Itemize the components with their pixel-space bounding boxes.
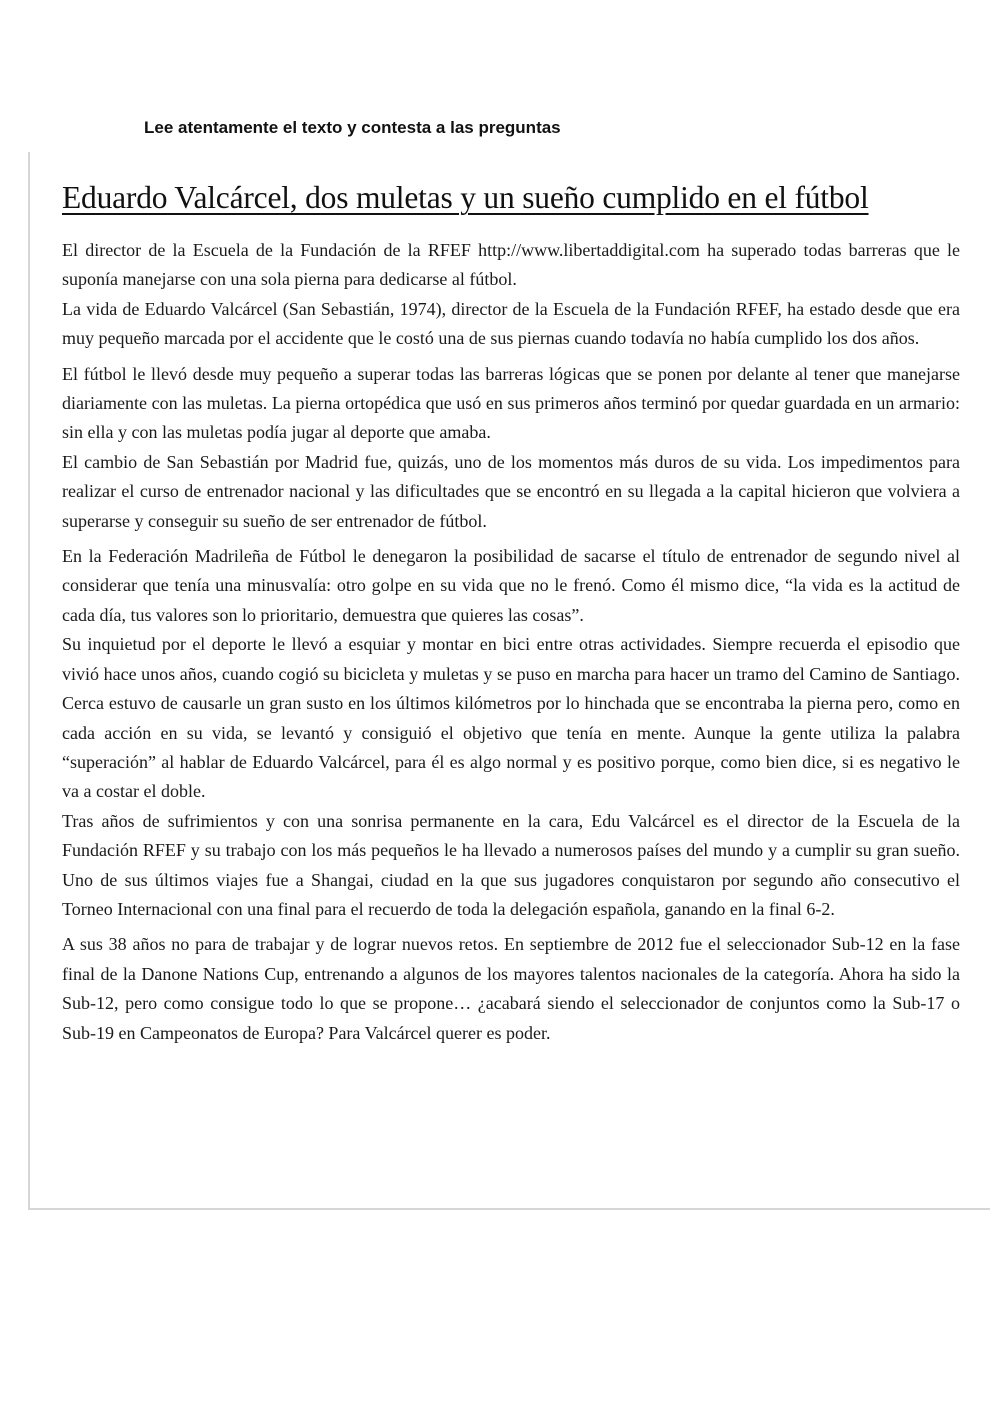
- article-paragraph: La vida de Eduardo Valcárcel (San Sebastián, 1974), director de la Escuela de la Fundación RFEF, ha estado desde que era muy pequeño marcada por el accidente que le costó una de sus piernas cuando todavía no había cumplido los dos años.: [62, 298, 960, 349]
- instruction-text: Lee atentamente el texto y contesta a las preguntas: [144, 118, 561, 137]
- article-headline: Eduardo Valcárcel, dos muletas y un sueño cumplido en el fútbol: [62, 180, 869, 215]
- article-paragraph: Su inquietud por el deporte le llevó a esquiar y montar en bici entre otras actividades. Siempre recuerda el episodio que vivió hace unos años, cuando cogió su bicicleta y muletas y se puso en marcha para hacer un tramo del Camino de Santiago. Cerca estuvo de causarle un gran susto en los últimos kilómetros por lo hinchada que se encontraba la pierna pero, como en cada acción en su vida, se levantó y consiguió el objetivo que tenía en mente. Aunque la gente utiliza la palabra “superación” al hablar de Eduardo Valcárcel, para él es algo normal y es positivo porque, como bien dice, si es negativo le va a costar el doble.: [62, 634, 960, 802]
- article-body: [62, 236, 960, 1048]
- article-paragraph: El cambio de San Sebastián por Madrid fue, quizás, uno de los momentos más duros de su vida. Los impedimentos para realizar el curso de entrenador nacional y las dificultades que se encontró en su llegada a la capital hicieron que volviera a superarse y conseguir su sueño de ser entrenador de fútbol.: [62, 451, 960, 531]
- article-paragraph: Tras años de sufrimientos y con una sonrisa permanente en la cara, Edu Valcárcel es el director de la Escuela de la Fundación RFEF y su trabajo con los más pequeños le ha llevado a numerosos países del mundo y a cumplir su gran sueño. Uno de sus últimos viajes fue a Shangai, ciudad en la que sus jugadores conquistaron por segundo año consecutivo el Torneo Internacional con una final para el recuerdo de toda la delegación española, ganando en la final 6-2.: [62, 810, 960, 919]
- article-paragraph: El director de la Escuela de la Fundación de la RFEF http://www.libertaddigital.com ha superado todas barreras que le suponía manejarse con una sola pierna para dedicarse al fútbol.: [62, 240, 960, 290]
- article-paragraph: A sus 38 años no para de trabajar y de lograr nuevos retos. En septiembre de 2012 fue el seleccionador Sub-12 en la fase final de la Danone Nations Cup, entrenando a algunos de los mayores talentos nacionales de la categoría. Ahora ha sido la Sub-12, pero como consigue todo lo que se propone… ¿acabará siendo el seleccionador de conjuntos como la Sub-17 o Sub-19 en Campeonatos de Europa? Para Valcárcel querer es poder.: [62, 934, 960, 1043]
- article-paragraph: El fútbol le llevó desde muy pequeño a superar todas las barreras lógicas que se ponen por delante al tener que manejarse diariamente con las muletas. La pierna ortopédica que usó en sus primeros años terminó por quedar guardada en un armario: sin ella y con las muletas podía jugar al deporte que amaba.: [62, 363, 960, 443]
- article-paragraph: En la Federación Madrileña de Fútbol le denegaron la posibilidad de sacarse el título de entrenador de segundo nivel al considerar que tenía una minusvalía: otro golpe en su vida que no le frenó. Como él mismo dice, “la vida es la actitud de cada día, tus valores son lo prioritario, demuestra que quieres las cosas”.: [62, 546, 960, 625]
